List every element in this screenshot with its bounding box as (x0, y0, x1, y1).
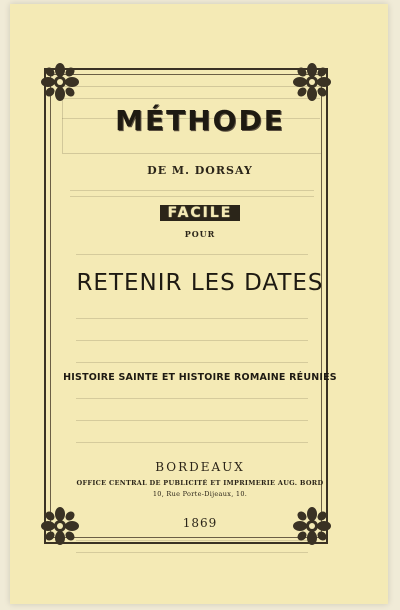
author-line: DE M. DORSAY (147, 164, 253, 177)
cover-title: MÉTHODE (115, 104, 285, 137)
pour-word: POUR (184, 229, 216, 239)
facile-banner-row (0, 202, 400, 221)
facile-banner: FACILE (160, 205, 241, 221)
bleed-through-line (76, 552, 308, 553)
publisher-address: 10, Rue Porte-Dijeaux, 10. (152, 490, 248, 498)
floral-ornament-icon (292, 62, 332, 102)
publisher-line: OFFICE CENTRAL DE PUBLICITÉ ET IMPRIMERIE AUG. BORD (76, 479, 324, 487)
publication-year: 1869 (182, 516, 218, 530)
subtitle: HISTOIRE SAINTE ET HISTOIRE ROMAINE RÉUNIES (63, 372, 337, 383)
publication-city: BORDEAUX (155, 460, 245, 474)
floral-ornament-icon (40, 62, 80, 102)
main-title: RETENIR LES DATES (76, 270, 324, 296)
